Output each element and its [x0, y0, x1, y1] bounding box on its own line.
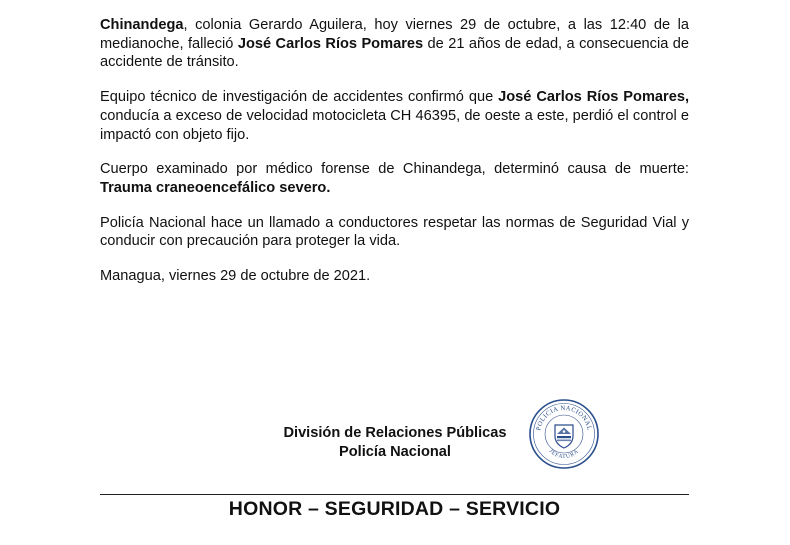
victim-name: José Carlos Ríos Pomares	[237, 35, 424, 52]
signature-division: División de Relaciones Públicas	[283, 425, 507, 441]
footer-divider	[100, 494, 689, 495]
paragraph-forensic	[100, 160, 689, 197]
signature-block	[250, 424, 540, 462]
svg-text:POLICIA NACIONAL: POLICIA NACIONAL	[535, 404, 593, 432]
paragraph-investigation	[100, 88, 689, 144]
paragraph-appeal: Policía Nacional hace un llamado a conductores respetar las normas de Seguridad Vial y conducir con precaución para proteger la vida.	[100, 214, 689, 250]
police-seal-logo	[528, 398, 600, 470]
paragraph-incident	[100, 16, 689, 72]
press-release-body	[100, 16, 689, 302]
investigation-text-a: Equipo técnico de investigación de accidentes confirmó que	[100, 89, 499, 106]
svg-text:JEFATURA: JEFATURA	[547, 448, 581, 461]
police-seal-icon	[528, 398, 600, 470]
forensic-text: Cuerpo examinado por médico forense de Chinandega, determinó causa de muerte:	[100, 161, 689, 178]
cause-of-death: Trauma craneoencefálico severo.	[100, 179, 331, 196]
footer-motto: HONOR – SEGURIDAD – SERVICIO	[228, 498, 561, 520]
victim-name-repeat: José Carlos Ríos Pomares,	[498, 89, 690, 106]
incident-text-b: de 21 años de edad, a consecuencia de accidente de tránsito.	[100, 35, 689, 71]
signature-institution: Policía Nacional	[339, 444, 451, 460]
investigation-text-b: conducía a exceso de velocidad motocicleta CH 46395, de oeste a este, perdió el control e impactó con objeto fijo.	[100, 107, 689, 143]
incident-text-a: , colonia Gerardo Aguilera, hoy viernes 29 de octubre, a las 12:40 de la medianoche, falleció	[100, 17, 689, 52]
paragraph-dateline: Managua, viernes 29 de octubre de 2021.	[100, 268, 371, 285]
incident-location: Chinandega	[100, 17, 184, 33]
